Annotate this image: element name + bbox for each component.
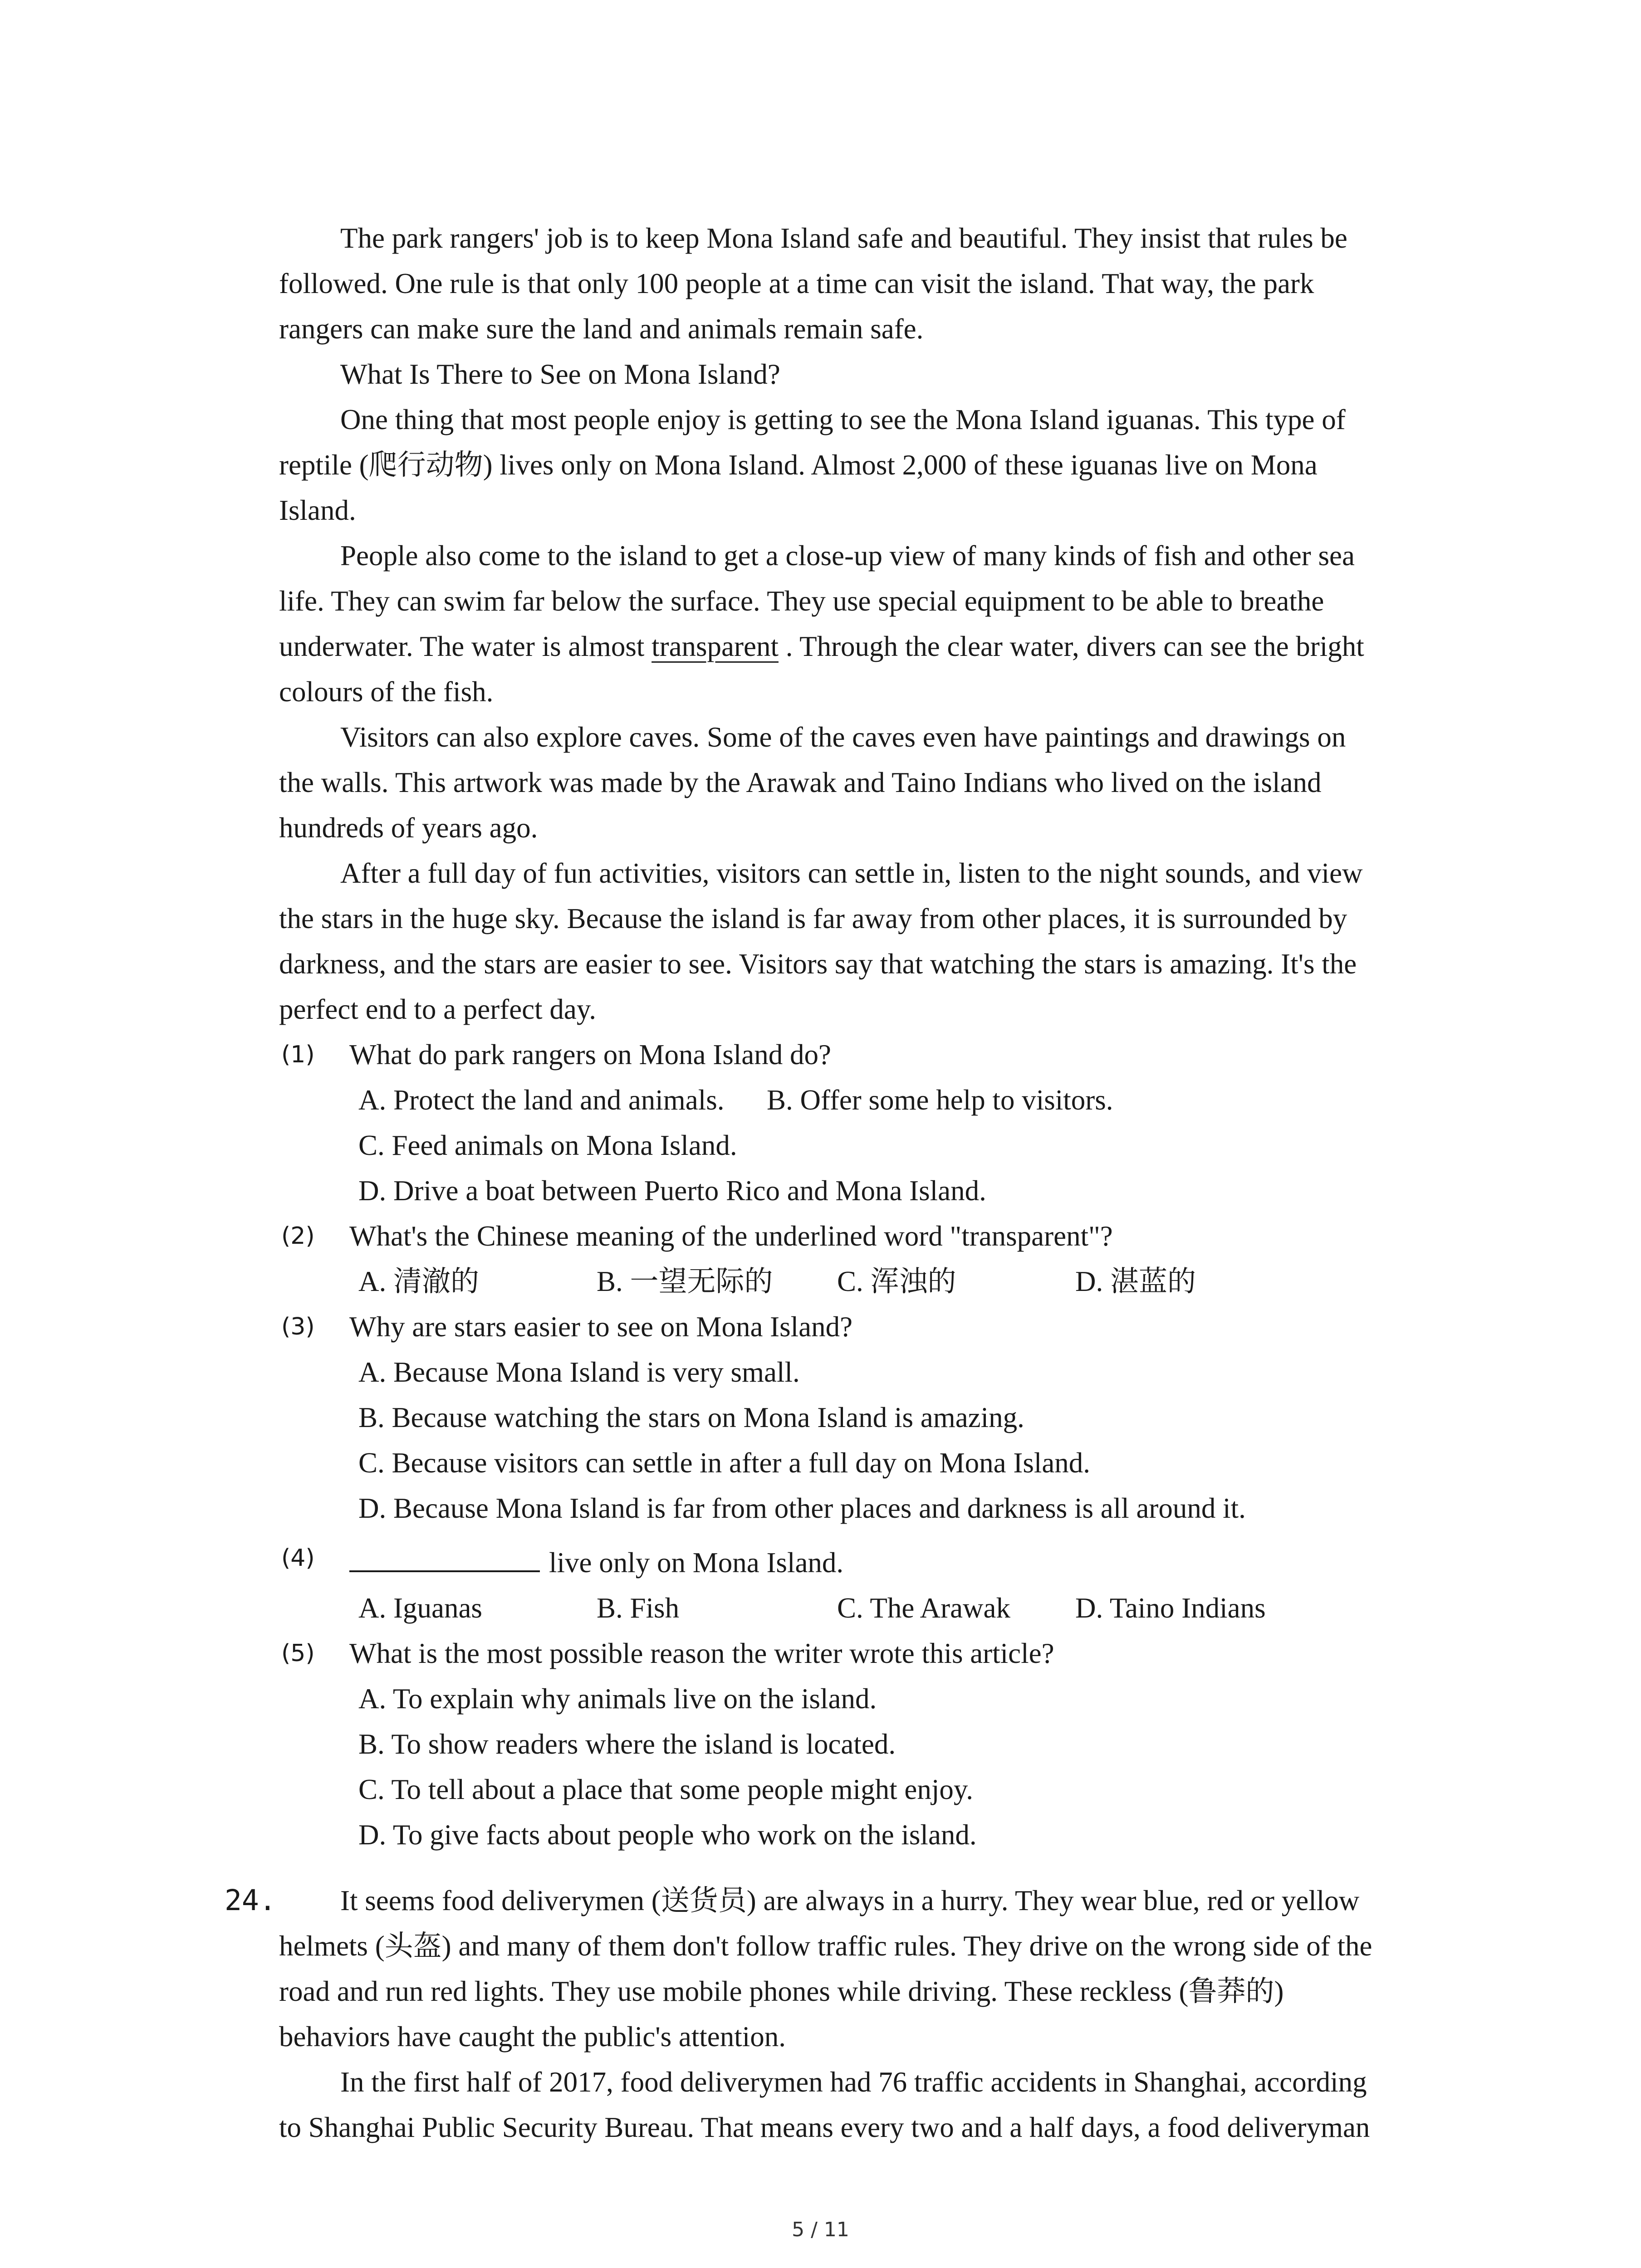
option-d: D. To give facts about people who work on the island. [358,1819,977,1851]
paragraph-line: hundreds of years ago. [279,812,538,844]
paragraph-line: to Shanghai Public Security Bureau. That means every two and a half days, a food deliveryman [279,2112,1370,2143]
paragraph-line: In the first half of 2017, food deliverymen had 76 traffic accidents in Shanghai, according [340,2066,1367,2098]
option-c: C. To tell about a place that some people might enjoy. [358,1774,974,1805]
option-b: B. Fish [597,1592,680,1624]
paragraph-line: reptile (爬行动物) lives only on Mona Island. Almost 2,000 of these iguanas live on Mona [279,449,1318,481]
option-b: B. To show readers where the island is located. [358,1728,896,1760]
option-d: D. Taino Indians [1075,1592,1266,1624]
option-a: A. To explain why animals live on the island. [358,1683,877,1715]
text-span: . Through the clear water, divers can see the bright [778,631,1364,662]
item-number: 24. [225,1884,276,1917]
paragraph-line: After a full day of fun activities, visitors can settle in, listen to the night sounds, and view [340,857,1363,889]
option-c: C. Because visitors can settle in after a full day on Mona Island. [358,1447,1091,1479]
question-text: What is the most possible reason the writer wrote this article? [349,1637,1054,1669]
paragraph-line: The park rangers' job is to keep Mona Island safe and beautiful. They insist that rules be [340,222,1347,254]
section-heading: What Is There to See on Mona Island? [340,358,780,390]
question-number: (5) [281,1640,315,1667]
question-number: (1) [281,1041,315,1068]
paragraph-line: rangers can make sure the land and animals remain safe. [279,313,924,345]
option-a: A. 清澈的 [358,1266,479,1297]
paragraph-line: People also come to the island to get a close-up view of many kinds of fish and other sea [340,540,1355,572]
paragraph-line: One thing that most people enjoy is getting to see the Mona Island iguanas. This type of [340,404,1346,435]
question-number: (3) [281,1313,315,1340]
paragraph-line: Visitors can also explore caves. Some of the caves even have paintings and drawings on [340,721,1346,753]
paragraph-line: helmets (头盔) and many of them don't follow traffic rules. They drive on the wrong side of the [279,1930,1372,1962]
option-a: A. Iguanas [358,1592,482,1624]
paragraph-line: road and run red lights. They use mobile phones while driving. These reckless (鲁莽的) [279,1975,1284,2007]
paragraph-line: the stars in the huge sky. Because the island is far away from other places, it is surrounded by [279,903,1347,934]
option-b: B. Offer some help to visitors. [767,1084,1113,1116]
paragraph-line [279,624,1364,669]
option-a: A. Protect the land and animals. [358,1084,725,1116]
question-text: Why are stars easier to see on Mona Island? [349,1311,853,1343]
paragraph-line: life. They can swim far below the surface. They use special equipment to be able to breathe [279,585,1324,617]
paragraph-line: darkness, and the stars are easier to see. Visitors say that watching the stars is amazing. It's the [279,948,1357,980]
paragraph-line: It seems food deliverymen (送货员) are always in a hurry. They wear blue, red or yellow [340,1885,1360,1916]
option-c: C. The Arawak [837,1592,1010,1624]
option-d: D. Because Mona Island is far from other places and darkness is all around it. [358,1492,1246,1524]
paragraph-line: perfect end to a perfect day. [279,993,596,1025]
option-d: D. Drive a boat between Puerto Rico and Mona Island. [358,1175,986,1207]
question-text: What's the Chinese meaning of the underlined word "transparent"? [349,1220,1113,1252]
paragraph-line: Island. [279,494,356,526]
option-b: B. Because watching the stars on Mona Island is amazing. [358,1402,1024,1433]
underlined-word: transparent [652,631,779,662]
option-c: C. Feed animals on Mona Island. [358,1129,737,1161]
text-span: live only on Mona Island. [549,1547,844,1579]
question-number: (4) [281,1545,315,1572]
question-number: (2) [281,1222,315,1250]
option-c: C. 浑浊的 [837,1266,956,1297]
paragraph-line: behaviors have caught the public's attention. [279,2021,786,2053]
question-text [349,1540,843,1585]
paragraph-line: colours of the fish. [279,676,494,708]
paragraph-line: followed. One rule is that only 100 people at a time can visit the island. That way, the park [279,268,1314,299]
option-a: A. Because Mona Island is very small. [358,1356,800,1388]
answer-blank [349,1543,540,1572]
text-span: underwater. The water is almost [279,631,652,662]
option-d: D. 湛蓝的 [1075,1266,1196,1297]
question-text: What do park rangers on Mona Island do? [349,1039,831,1070]
option-b: B. 一望无际的 [597,1266,773,1297]
page-number: 5 / 11 [792,2218,849,2241]
paragraph-line: the walls. This artwork was made by the Arawak and Taino Indians who lived on the island [279,767,1322,798]
